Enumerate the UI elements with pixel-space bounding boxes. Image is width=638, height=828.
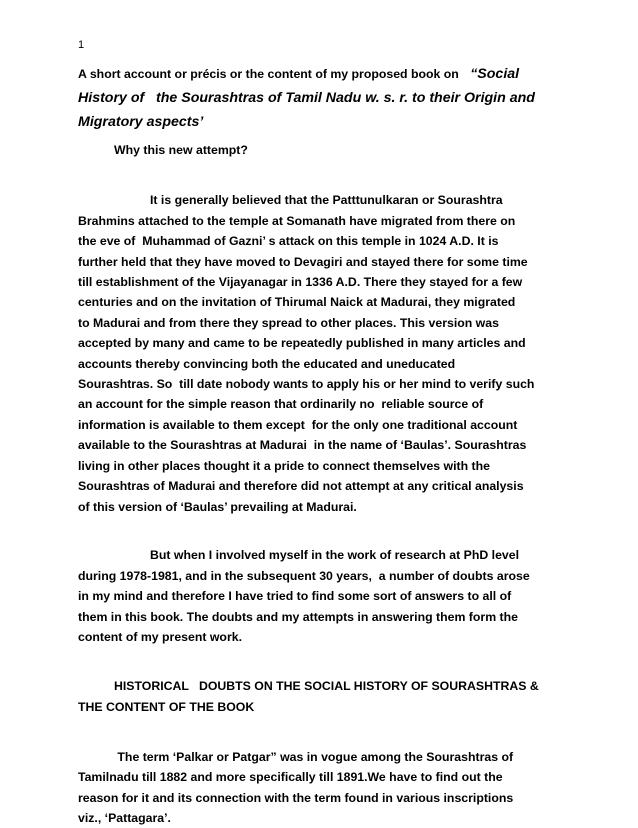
p1-line: available to the Sourashtras at Madurai in the name of ‘Baulas’. Sourashtras (78, 438, 527, 453)
p1-line: accounts thereby convincing both the educated and uneducated (78, 356, 456, 371)
p1-line: living in other places thought it a pride to connect themselves with the (78, 458, 490, 473)
p2-line: But when I involved myself in the work of research at PhD level (150, 548, 520, 563)
page-number: 1 (78, 39, 85, 51)
p1-line: Sourashtras of Madurai and therefore did not attempt at any critical analysis (78, 479, 524, 494)
p3-line: Tamilnadu till 1882 and more specifically till 1891.We have to find out the (78, 770, 503, 785)
p3-line: viz., ‘Pattagara’. (78, 810, 171, 825)
p1-line: to Madurai and from there they spread to other places. This version was (78, 315, 499, 330)
p2-line: them in this book. The doubts and my attempts in answering them form the (78, 609, 518, 624)
p3-line: The term ‘Palkar or Patgar” was in vogue among the Sourashtras of (114, 749, 514, 764)
p1-line: the eve of Muhammad of Gazni’ s attack on this temple in 1024 A.D. It is (78, 234, 499, 249)
p1-line: of this version of ‘Baulas’ prevailing at Madurai. (78, 499, 357, 514)
p1-line: Sourashtras. So till date nobody wants to apply his or her mind to verify such (78, 377, 535, 392)
heading-title-line-2: History of the Sourashtras of Tamil Nadu w. s. r. to their Origin and (78, 90, 535, 106)
document-body (78, 62, 568, 828)
p1-line: It is generally believed that the Patttunulkaran or Sourashtra (150, 193, 503, 208)
p1-line: an account for the simple reason that ordinarily no reliable source of (78, 397, 484, 412)
p1-line: information is available to them except for the only one traditional account (78, 417, 518, 432)
p2-line: in my mind and therefore I have tried to find some sort of answers to all of (78, 589, 512, 604)
document-heading (78, 62, 568, 134)
heading-prefix: A short account or précis or the content of my proposed book on (78, 67, 463, 81)
paragraph-2 (78, 525, 568, 647)
p1-line: accepted by many and came to be repeatedly published in many articles and (78, 336, 526, 351)
p2-line: during 1978-1981, and in the subsequent 30 years, a number of doubts arose (78, 568, 530, 583)
p1-line: centuries and on the invitation of Thirumal Naick at Madurai, they migrated (78, 295, 516, 310)
p1-line: further held that they have moved to Devagiri and stayed there for some time (78, 254, 528, 269)
subheading: Why this new attempt? (114, 143, 248, 157)
p3-line: reason for it and its connection with the term found in various inscriptions (78, 790, 514, 805)
p1-line: Brahmins attached to the temple at Somanath have migrated from there on (78, 213, 516, 228)
section-heading-line-2: THE CONTENT OF THE BOOK (78, 700, 255, 715)
section-heading-line-1: HISTORICAL DOUBTS ON THE SOCIAL HISTORY OF SOURASHTRAS & (114, 679, 539, 694)
section-heading (78, 655, 568, 718)
paragraph-3 (78, 726, 568, 828)
heading-title-line-1: “Social (470, 66, 520, 82)
paragraph-1 (78, 170, 568, 517)
p2-line: content of my present work. (78, 629, 242, 644)
heading-title-line-3: Migratory aspects’ (78, 114, 204, 130)
p1-line: till establishment of the Vijayanagar in 1336 A.D. There they stayed for a few (78, 275, 523, 290)
